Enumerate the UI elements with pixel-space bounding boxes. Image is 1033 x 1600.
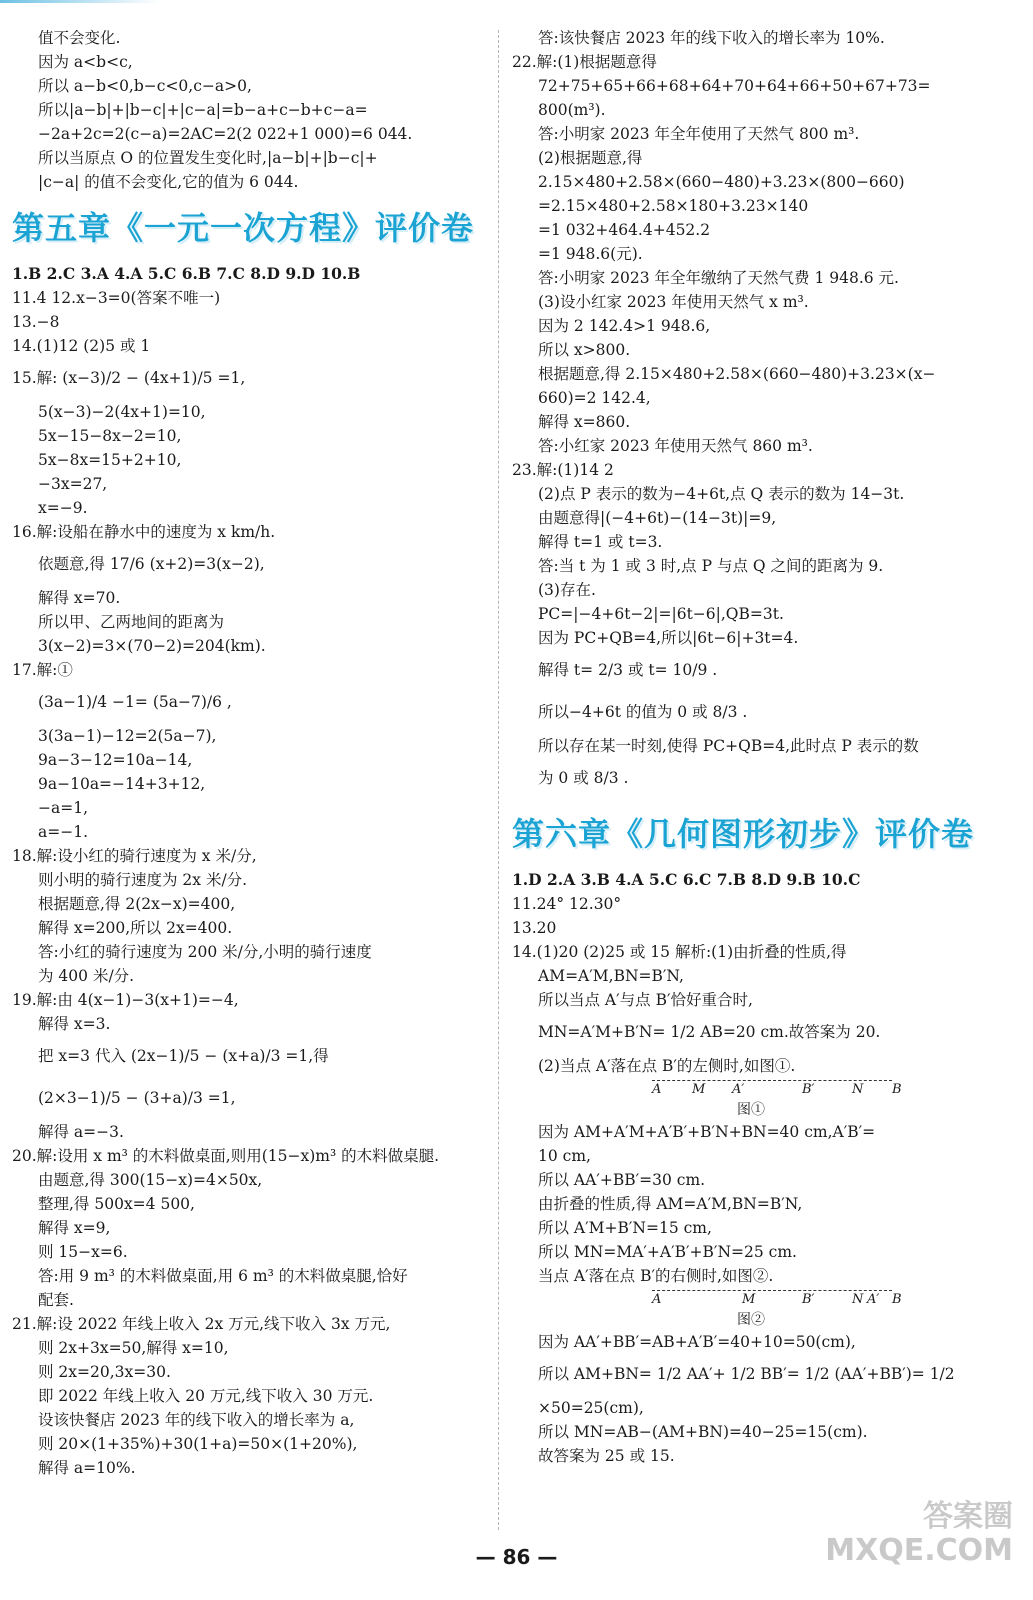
text-line: 解得 a=10%.: [38, 1459, 136, 1477]
text-line: 19.解:由 4(x−1)−3(x+1)=−4,: [12, 991, 239, 1009]
text-line: 因为 2 142.4>1 948.6,: [538, 317, 711, 335]
text-line: 根据题意,得 2(2x−x)=400,: [38, 895, 236, 913]
text-line: 5x−15−8x−2=10,: [38, 427, 182, 445]
text-line: |c−a| 的值不会变化,它的值为 6 044.: [38, 173, 299, 191]
point-label: M: [742, 1292, 756, 1307]
text-line: 由题意得|(−4+6t)−(14−3t)|=9,: [538, 509, 777, 527]
text-line: 由题意,得 300(15−x)=4×50x,: [38, 1171, 263, 1189]
text-line: MN=A′M+B′N= 1/2 AB=20 cm.故答案为 20.: [538, 1023, 881, 1041]
point-label: A′: [867, 1292, 880, 1307]
text-line: 20.解:设用 x m³ 的木料做桌面,则用(15−x)m³ 的木料做桌腿.: [12, 1147, 440, 1165]
text-line: (3)设小红家 2023 年使用天然气 x m³.: [538, 293, 809, 311]
point-label: B′: [802, 1082, 815, 1097]
text-line: 13.−8: [12, 313, 60, 331]
top-accent-line: [0, 0, 160, 3]
text-line: =1 948.6(元).: [538, 245, 643, 263]
text-line: (2×3−1)/5 − (3+a)/3 =1,: [38, 1089, 236, 1107]
text-line: 答:当 t 为 1 或 3 时,点 P 与点 Q 之间的距离为 9.: [538, 557, 884, 575]
figure-2-number-line: [652, 1288, 902, 1310]
text-line: 依题意,得 17/6 (x+2)=3(x−2),: [38, 555, 265, 573]
text-line: 72+75+65+66+68+64+70+64+66+50+67+73=: [538, 77, 931, 95]
text-line: AM=A′M,BN=B′N,: [538, 967, 684, 985]
text-line: 答:小红家 2023 年使用天然气 860 m³.: [538, 437, 813, 455]
text-line: −a=1,: [38, 799, 89, 817]
text-line: 660)=2 142.4,: [538, 389, 651, 407]
text-line: 配套.: [38, 1291, 74, 1309]
text-line: 因为 AA′+BB′=AB+A′B′=40+10=50(cm),: [538, 1333, 856, 1351]
page-number: — 86 —: [475, 1545, 558, 1569]
text-line: 答:小明家 2023 年全年缴纳了天然气费 1 948.6 元.: [538, 269, 899, 287]
text-line: 11.24° 12.30°: [512, 895, 622, 913]
left-column: [12, 26, 490, 1480]
text-line: 18.解:设小红的骑行速度为 x 米/分,: [12, 847, 257, 865]
text-line: 则 15−x=6.: [38, 1243, 128, 1261]
text-line: 15.解: (x−3)/2 − (4x+1)/5 =1,: [12, 369, 246, 387]
text-line: 答:小明家 2023 年全年使用了天然气 800 m³.: [538, 125, 860, 143]
figure-1-number-line: [652, 1078, 902, 1100]
text-line: 答:用 9 m³ 的木料做桌面,用 6 m³ 的木料做桌腿,恰好: [38, 1267, 408, 1285]
text-line: 所以 a−b<0,b−c<0,c−a>0,: [38, 77, 252, 95]
text-line: (3a−1)/4 −1= (5a−7)/6 ,: [38, 693, 232, 711]
text-line: 因为 PC+QB=4,所以|6t−6|+3t=4.: [538, 629, 799, 647]
text-line: 解得 x=9,: [38, 1219, 111, 1237]
column-divider: [498, 30, 499, 1530]
text-line: ×50=25(cm),: [538, 1399, 644, 1417]
point-label: A: [652, 1082, 662, 1097]
watermark-line-2: MXQE.COM: [825, 1533, 1013, 1568]
text-line: 答:该快餐店 2023 年的线下收入的增长率为 10%.: [538, 29, 885, 47]
point-label: N: [852, 1292, 864, 1307]
text-line: −3x=27,: [38, 475, 108, 493]
text-line: 所以存在某一时刻,使得 PC+QB=4,此时点 P 表示的数: [538, 737, 919, 755]
text-line: 因为 a<b<c,: [38, 53, 133, 71]
text-line: 所以 AM+BN= 1/2 AA′+ 1/2 BB′= 1/2 (AA′+BB′)= 1/2: [538, 1365, 955, 1383]
text-line: PC=|−4+6t−2|=|6t−6|,QB=3t.: [538, 605, 784, 623]
text-line: 当点 A′落在点 B′的右侧时,如图②.: [538, 1267, 774, 1285]
watermark-line-1: 答案圈: [923, 1499, 1013, 1534]
text-line: 设该快餐店 2023 年的线下收入的增长率为 a,: [38, 1411, 355, 1429]
point-label: N: [852, 1082, 864, 1097]
text-line: 1.D 2.A 3.B 4.A 5.C 6.C 7.B 8.D 9.B 10.C: [512, 870, 861, 889]
text-line: 则 2x+3x=50,解得 x=10,: [38, 1339, 229, 1357]
text-line: 为 0 或 8/3 .: [538, 769, 629, 787]
text-line: 解得 x=860.: [538, 413, 631, 431]
figure-2-segment: [652, 1290, 892, 1291]
text-line: 所以 MN=MA′+A′B′+B′N=25 cm.: [538, 1243, 797, 1261]
text-line: 23.解:(1)14 2: [512, 461, 614, 479]
text-line: 16.解:设船在静水中的速度为 x km/h.: [12, 523, 276, 541]
point-label: M: [692, 1082, 706, 1097]
text-line: 1.B 2.C 3.A 4.A 5.C 6.B 7.C 8.D 9.D 10.B: [12, 264, 361, 283]
right-bottom-section: [512, 1330, 990, 1468]
text-line: 17.解:①: [12, 661, 73, 679]
text-line: 11.4 12.x−3=0(答案不唯一): [12, 289, 221, 307]
text-line: 5(x−3)−2(4x+1)=10,: [38, 403, 206, 421]
text-line: (2)点 P 表示的数为−4+6t,点 Q 表示的数为 14−3t.: [538, 485, 905, 503]
text-line: (3)存在.: [538, 581, 596, 599]
text-line: −2a+2c=2(c−a)=2AC=2(2 022+1 000)=6 044.: [38, 125, 413, 143]
text-line: 13.20: [512, 919, 557, 937]
text-line: 把 x=3 代入 (2x−1)/5 − (x+a)/3 =1,得: [38, 1047, 329, 1065]
text-line: x=−9.: [38, 499, 88, 517]
text-line: 14.(1)12 (2)5 或 1: [12, 337, 151, 355]
text-line: 9a−10a=−14+3+12,: [38, 775, 206, 793]
text-line: 解得 x=3.: [38, 1015, 111, 1033]
point-label: B: [892, 1082, 902, 1097]
point-label: A: [652, 1292, 662, 1307]
text-line: 由折叠的性质,得 AM=A′M,BN=B′N,: [538, 1195, 803, 1213]
text-line: 即 2022 年线上收入 20 万元,线下收入 30 万元.: [38, 1387, 374, 1405]
watermark: [825, 1500, 1013, 1568]
text-line: 解得 t=1 或 t=3.: [538, 533, 663, 551]
text-line: 9a−3−12=10a−14,: [38, 751, 193, 769]
text-line: 所以 AA′+BB′=30 cm.: [538, 1171, 706, 1189]
text-line: 3(x−2)=3×(70−2)=204(km).: [38, 637, 266, 655]
figure-1-caption: 图①: [737, 1102, 765, 1118]
right-column: [512, 26, 990, 1468]
text-line: 22.解:(1)根据题意得: [512, 53, 657, 71]
figure-2-caption: 图②: [737, 1312, 765, 1328]
text-line: 21.解:设 2022 年线上收入 2x 万元,线下收入 3x 万元,: [12, 1315, 391, 1333]
text-line: 则 20×(1+35%)+30(1+a)=50×(1+20%),: [38, 1435, 358, 1453]
text-line: 答:小红的骑行速度为 200 米/分,小明的骑行速度: [38, 943, 372, 961]
text-line: 为 400 米/分.: [38, 967, 135, 985]
right-mid-section: [512, 1120, 990, 1288]
text-line: (2)根据题意,得: [538, 149, 643, 167]
text-line: 整理,得 500x=4 500,: [38, 1195, 195, 1213]
text-line: 解得 x=200,所以 2x=400.: [38, 919, 233, 937]
text-line: (2)当点 A′落在点 B′的左侧时,如图①.: [538, 1057, 796, 1075]
text-line: 所以−4+6t 的值为 0 或 8/3 .: [538, 703, 748, 721]
text-line: 所以甲、乙两地间的距离为: [38, 613, 225, 631]
text-line: 解得 a=−3.: [38, 1123, 124, 1141]
text-line: 解得 t= 2/3 或 t= 10/9 .: [538, 661, 718, 679]
text-line: 5x−8x=15+2+10,: [38, 451, 182, 469]
text-line: 所以当原点 O 的位置发生变化时,|a−b|+|b−c|+: [38, 149, 378, 167]
text-line: 所以 x>800.: [538, 341, 631, 359]
text-line: 则 2x=20,3x=30.: [38, 1363, 171, 1381]
text-line: 2.15×480+2.58×(660−480)+3.23×(800−660): [538, 173, 905, 191]
text-line: 所以当点 A′与点 B′恰好重合时,: [538, 991, 753, 1009]
text-line: 所以 MN=AB−(AM+BN)=40−25=15(cm).: [538, 1423, 868, 1441]
text-line: 10 cm,: [538, 1147, 591, 1165]
text-line: a=−1.: [38, 823, 89, 841]
text-line: 因为 AM+A′M+A′B′+B′N+BN=40 cm,A′B′=: [538, 1123, 876, 1141]
text-line: 所以 A′M+B′N=15 cm,: [538, 1219, 712, 1237]
text-line: 800(m³).: [538, 101, 606, 119]
text-line: 根据题意,得 2.15×480+2.58×(660−480)+3.23×(x−: [538, 365, 936, 383]
text-line: =1 032+464.4+452.2: [538, 221, 711, 239]
text-line: 解得 x=70.: [38, 589, 121, 607]
right-top-section: [512, 26, 990, 1078]
point-label: B: [892, 1292, 902, 1307]
text-line: 值不会变化.: [38, 29, 121, 47]
point-label: B′: [802, 1292, 815, 1307]
text-line: 3(3a−1)−12=2(5a−7),: [38, 727, 217, 745]
text-line: =2.15×480+2.58×180+3.23×140: [538, 197, 809, 215]
point-label: A′: [732, 1082, 745, 1097]
text-line: 故答案为 25 或 15.: [538, 1447, 675, 1465]
text-line: 所以|a−b|+|b−c|+|c−a|=b−a+c−b+c−a=: [38, 101, 368, 119]
chapter-heading: 第六章《几何图形初步》评价卷: [512, 815, 975, 853]
text-line: 14.(1)20 (2)25 或 15 解析:(1)由折叠的性质,得: [512, 943, 847, 961]
text-line: 则小明的骑行速度为 2x 米/分.: [38, 871, 248, 889]
chapter-heading: 第五章《一元一次方程》评价卷: [12, 209, 475, 247]
figure-1-segment: [652, 1080, 892, 1081]
